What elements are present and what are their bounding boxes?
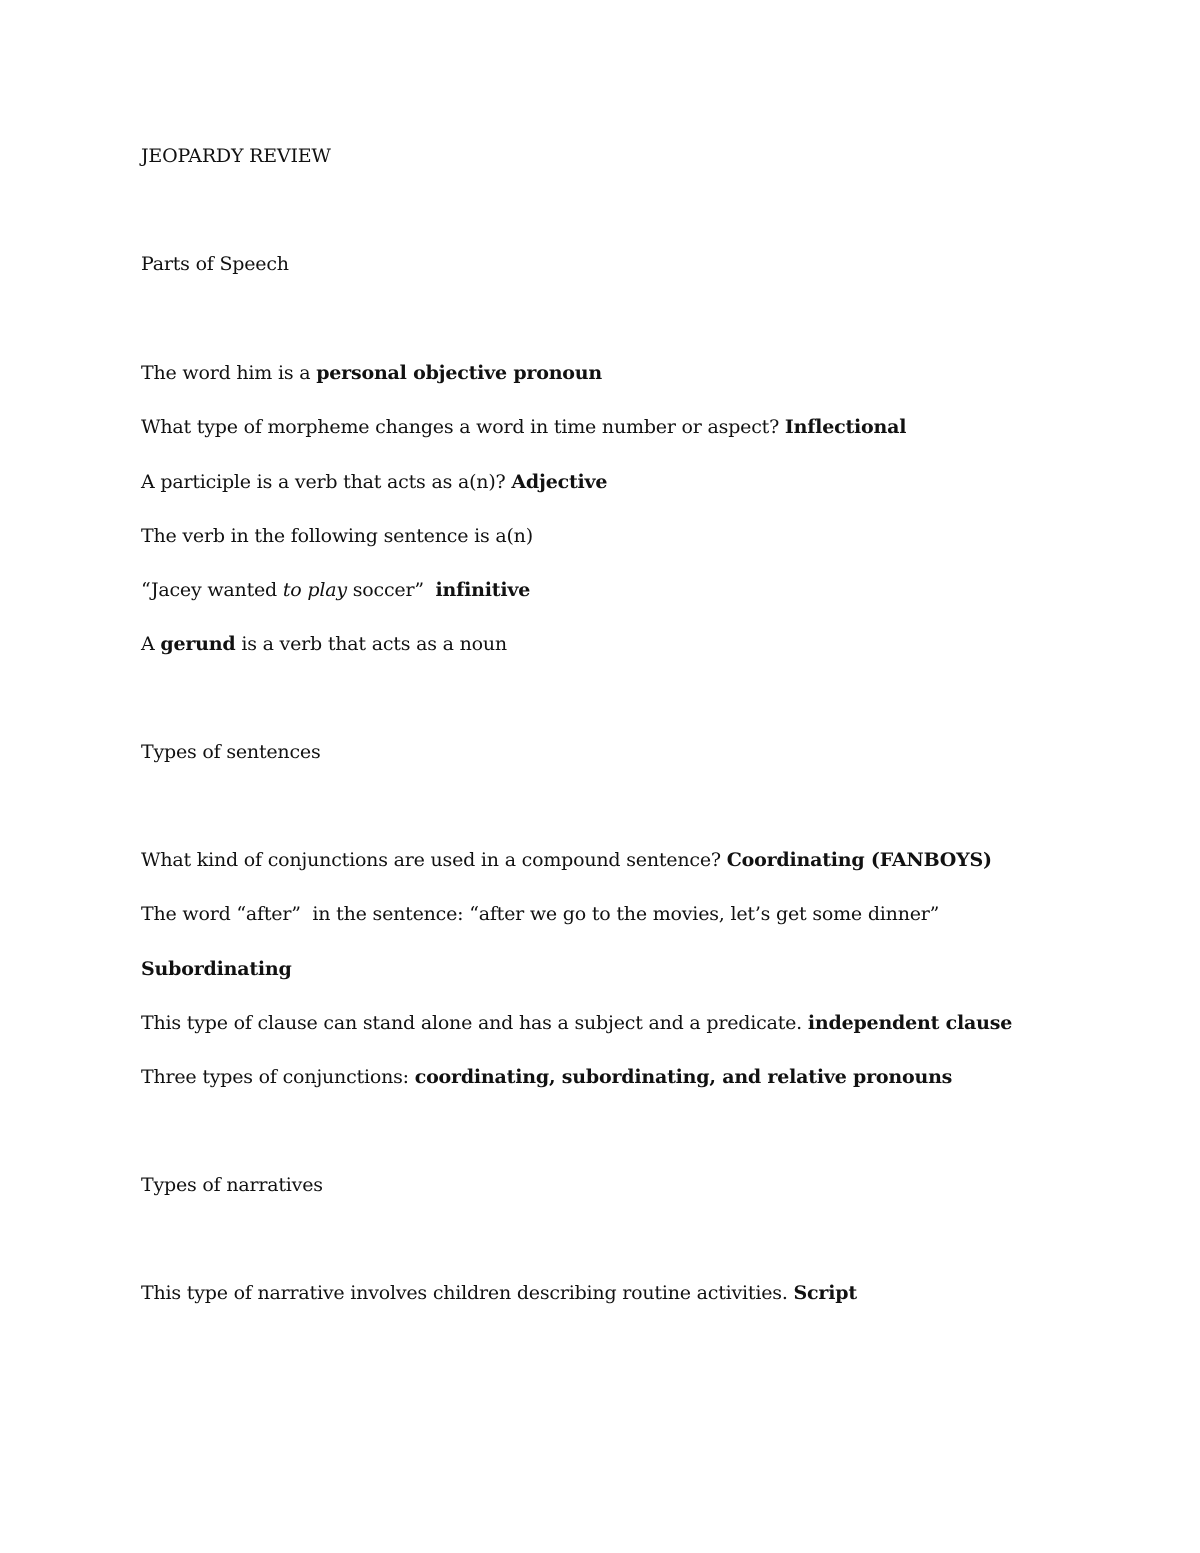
question-text: This type of clause can stand alone and has a subject and a predicate. [141,1012,808,1034]
question-text: The word him is a [141,362,317,384]
question-text: What kind of conjunctions are used in a compound sentence? [141,849,727,871]
answer-text: Script [793,1282,857,1304]
document-title: JEOPARDY REVIEW [141,145,331,167]
question-text: A [141,633,161,655]
question-line [141,902,939,926]
answer-text: Coordinating (FANBOYS) [726,849,992,871]
answer-line [141,957,292,981]
answer-text: Subordinating [141,958,292,980]
answer-text: Adjective [511,471,608,493]
question-line [141,470,607,494]
answer-text: infinitive [435,579,531,601]
question-text: What type of morpheme changes a word in time number or aspect? [141,416,785,438]
italic-phrase: to play [282,579,347,601]
question-line [141,1281,857,1305]
question-text: “Jacey wanted [141,579,283,601]
question-text-continued: is a verb that acts as a noun [235,633,507,655]
question-text: Three types of conjunctions: [141,1066,415,1088]
answer-text: Inflectional [784,416,907,438]
answer-text: coordinating, subordinating, and relative pronouns [414,1066,953,1088]
question-text-continued: soccer” [346,579,436,601]
question-text: The verb in the following sentence is a(n) [141,525,533,547]
question-text: This type of narrative involves children describing routine activities. [141,1282,794,1304]
question-line [141,1011,1012,1035]
answer-text: personal objective pronoun [316,362,603,384]
question-text: A participle is a verb that acts as a(n)? [141,471,512,493]
question-line [141,524,533,548]
question-line [141,361,602,385]
question-line [141,632,507,656]
question-line [141,578,530,602]
section-heading-parts-of-speech: Parts of Speech [141,253,289,275]
question-text: The word “after” in the sentence: “after we go to the movies, let’s get some dinner” [141,903,940,925]
question-line [141,848,992,872]
question-line [141,1065,952,1089]
section-heading-types-of-narratives: Types of narratives [141,1174,323,1196]
section-heading-types-of-sentences: Types of sentences [141,741,321,763]
answer-text: independent clause [807,1012,1013,1034]
answer-text: gerund [160,633,236,655]
question-line [141,415,906,439]
